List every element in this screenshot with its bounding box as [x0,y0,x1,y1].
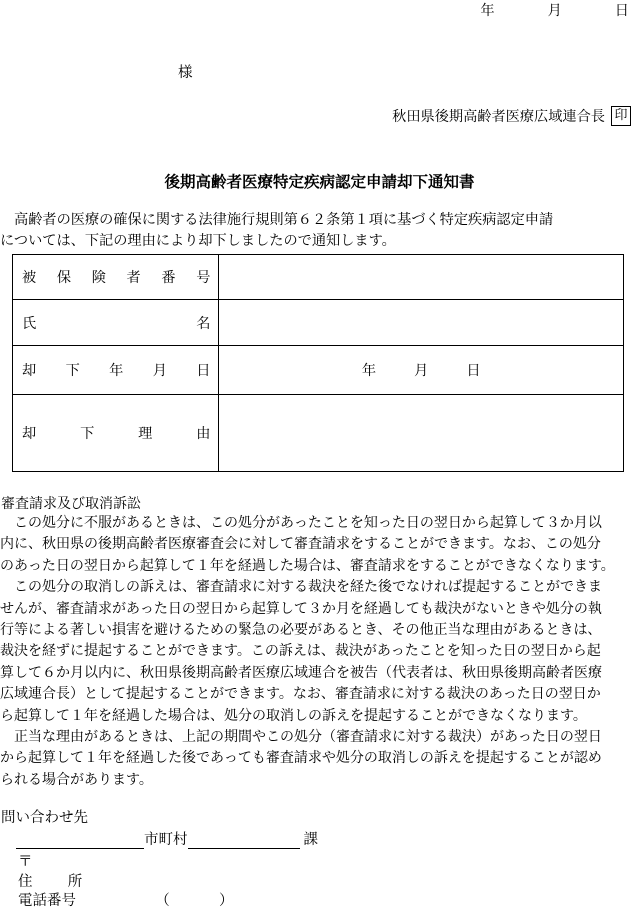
label-char: 月 [152,363,167,379]
rejection-date-label [13,346,219,395]
notice-line: ら起算して１年を経過した場合は、処分の取消しの訴えを提起することができなくなります。 [0,707,587,724]
date-day-char: 日 [466,363,481,379]
notice-line: 算して６か月以内に、秋田県後期高齢者医療広域連合を被告（代表者は、秋田県後期高齢者医療 [0,664,602,681]
name-label [13,300,219,346]
notice-line: 行等による著しい損害を避けるための緊急の必要があるとき、その他正当な理由があるときは、 [0,622,602,639]
department-label: 課 [303,832,318,848]
label-char: 理 [138,426,153,442]
addressee: 様 [178,65,193,81]
notice-line: のあった日の翌日から起算して１年を経過した場合は、審査請求をすることができなくなります。 [0,557,615,574]
notice-line: 内に、秋田県の後期高齢者医療審査会に対して審査請求をすることができます。なお、この処分 [0,536,601,553]
address-label-char-2: 所 [67,874,83,890]
table-row-rejection-date [13,346,624,395]
city-label: 市町村 [144,832,188,848]
contact-office-line [16,828,318,849]
label-char: 番 [161,270,176,286]
date-month: 月 [547,3,562,19]
label-char: 日 [196,363,211,379]
label-char: 保 [56,270,72,286]
phone-label: 電話番号 [18,893,76,909]
application-table [12,254,624,472]
phone-paren-open: （ [155,893,170,909]
notice-line: せんが、審査請求があった日の翌日から起算して３か月を経過しても裁決がないときや処分の執 [0,600,602,617]
label-char: 名 [196,315,211,332]
label-char: 号 [196,270,211,286]
rejection-date-field[interactable] [219,346,624,395]
rejection-reason-field[interactable] [219,395,624,472]
notice-line: 裁決を経ずに提起することができます。この訴えは、裁決があったことを知った日の翌日から起 [0,643,601,660]
table-row-insured-number [13,255,624,300]
label-char: 却 [22,426,37,442]
document-date [480,0,629,20]
insured-number-field[interactable] [219,255,624,300]
table-row-name [13,300,624,346]
name-field[interactable] [219,300,624,346]
label-char: 年 [109,363,124,379]
phone-paren-close: ） [218,893,234,909]
label-char: 氏 [22,315,37,332]
contact-heading: 問い合わせ先 [1,810,88,826]
label-char: 被 [22,270,37,286]
appeal-section-heading: 審査請求及び取消訴訟 [1,496,141,512]
intro-line-2: については、下記の理由により却下しましたので通知します。 [0,233,396,249]
department-name-field[interactable] [188,832,300,849]
issuer-block [392,106,631,126]
date-year: 年 [480,3,495,19]
notice-line: 正当な理由があるときは、上記の期間やこの処分（審査請求に対する裁決）があった日の翌日 [0,729,602,746]
label-char: 者 [126,270,141,286]
label-char: 下 [80,426,95,442]
city-name-field[interactable] [16,832,144,849]
date-year-char: 年 [361,363,377,379]
notice-line: この処分の取消しの訴えは、審査請求に対する裁決を経た後でなければ提起することができま [0,579,602,596]
intro-line-1: 高齢者の医療の確保に関する法律施行規則第６２条第１項に基づく特定疾病認定申請 [14,212,554,228]
notice-line: 広域連合長）として提起することができます。なお、審査請求に対する裁決のあった日の翌日か [0,686,601,703]
rejection-reason-label [13,395,219,472]
notice-line: られる場合があります。 [0,771,153,788]
seal-stamp: 印 [611,106,631,126]
label-char: 由 [196,426,211,442]
address-row [18,870,82,891]
postal-mark: 〒 [18,854,33,870]
label-char: 険 [91,270,106,286]
notice-line: この処分に不服があるときは、この処分があったことを知った日の翌日から起算して３か月以 [0,515,602,531]
postal-code-row [18,850,33,871]
issuer-name: 秋田県後期高齢者医療広域連合長 [392,109,605,125]
intro-paragraph [0,210,639,252]
document-title: 後期高齢者医療特定疾病認定申請却下通知書 [164,173,475,191]
appeal-notice-body [0,513,639,791]
date-month-char: 月 [414,363,429,379]
label-char: 下 [65,363,80,379]
label-char: 却 [22,363,37,379]
date-day: 日 [614,3,629,19]
address-label-char-1: 住 [18,874,33,890]
insured-number-label [13,255,219,300]
table-row-rejection-reason [13,395,624,472]
notice-line: から起算して１年を経過した後であっても審査請求や処分の取消しの訴えを提起することが認め [0,750,602,767]
